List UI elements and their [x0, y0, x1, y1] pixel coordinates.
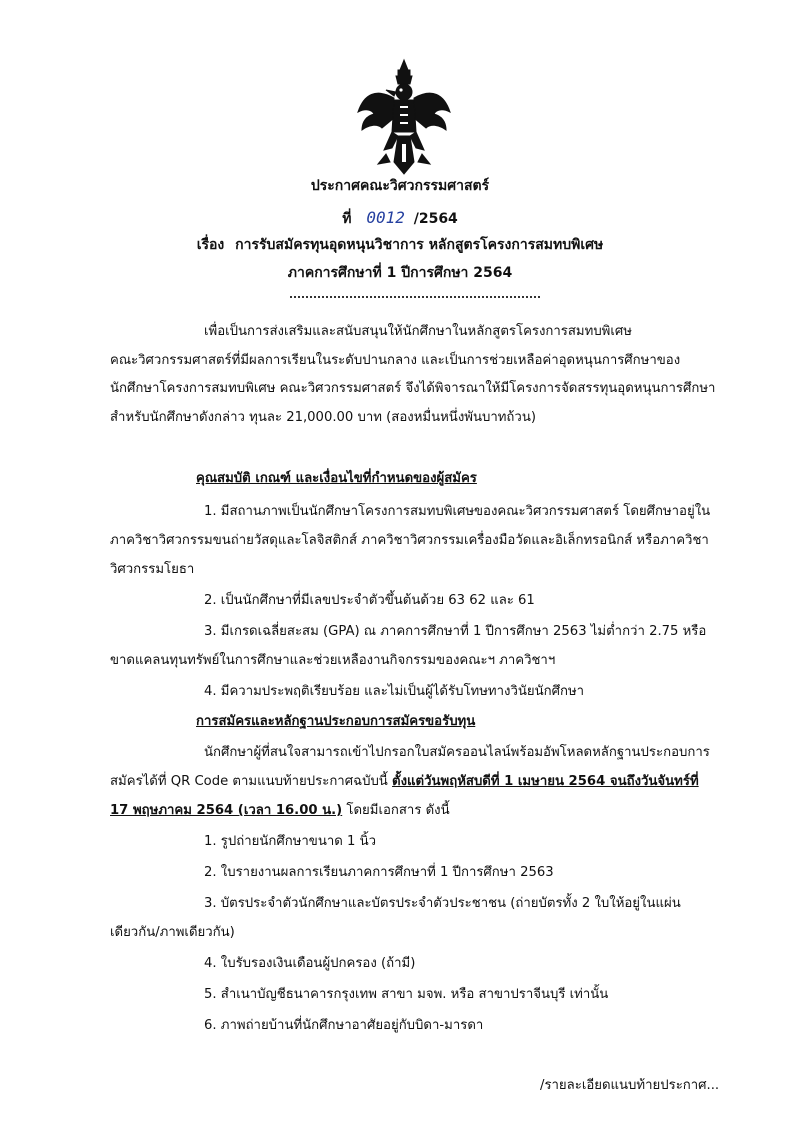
document-item: 3. บัตรประจำตัวนักศึกษาและบัตรประจำตัวประชาชน (ถ่ายบัตรทั้ง 2 ใบให้อยู่ในแผ่น — [204, 896, 681, 911]
intro-line: สำหรับนักศึกษาดังกล่าว ทุนละ 21,000.00 บาท (สองหมื่นหนึ่งพันบาทถ้วน) — [110, 409, 536, 425]
number-suffix: /2564 — [413, 211, 458, 227]
intro-line: นักศึกษาโครงการสมทบพิเศษ คณะวิศวกรรมศาสตร์ จึงได้พิจารณาให้มีโครงการจัดสรรทุนอุดหนุนการศึกษา — [110, 381, 716, 396]
intro-paragraph — [110, 318, 750, 432]
subject-text: การรับสมัครทุนอุดหนุนวิชาการ หลักสูตรโครงการสมทบพิเศษ — [235, 237, 604, 253]
intro-line: เพื่อเป็นการส่งเสริมและสนับสนุนให้นักศึกษาในหลักสูตรโครงการสมทบพิเศษ — [204, 324, 632, 339]
document-item: 6. ภาพถ่ายบ้านที่นักศึกษาอาศัยอยู่กับบิดา-มารดา — [204, 1018, 484, 1033]
document-item: 5. สำเนาบัญชีธนาคารกรุงเทพ สาขา มจพ. หรือ สาขาปราจีนบุรี เท่านั้น — [204, 987, 609, 1002]
document-item: 4. ใบรับรองเงินเดือนผู้ปกครอง (ถ้ามี) — [204, 956, 416, 971]
application-line: นักศึกษาผู้ที่สนใจสามารถเข้าไปกรอกใบสมัครออนไลน์พร้อมอัพโหลดหลักฐานประกอบการ — [204, 745, 710, 760]
number-prefix: ที่ — [342, 211, 352, 227]
qualifications-heading: คุณสมบัติ เกณฑ์ และเงื่อนไขที่กำหนดของผู้สมัคร — [196, 471, 477, 486]
application-line — [110, 770, 699, 791]
announcement-subject — [0, 237, 800, 254]
qualification-item: 2. เป็นนักศึกษาที่มีเลขประจำตัวขึ้นต้นด้วย 63 62 และ 61 — [204, 593, 535, 608]
application-heading: การสมัครและหลักฐานประกอบการสมัครขอรับทุน — [196, 714, 476, 729]
qualification-item: วิศวกรรมโยธา — [110, 562, 195, 577]
document-item: 1. รูปถ่ายนักศึกษาขนาด 1 นิ้ว — [204, 834, 376, 849]
announcement-number — [0, 208, 800, 228]
qualification-item: 4. มีความประพฤติเรียบร้อย และไม่เป็นผู้ได้รับโทษทางวินัยนักศึกษา — [204, 684, 585, 699]
dotted-divider — [290, 296, 540, 298]
application-text: โดยมีเอกสาร ดังนี้ — [346, 803, 450, 818]
intro-line: คณะวิศวกรรมศาสตร์ที่มีผลการเรียนในระดับปานกลาง และเป็นการช่วยเหลือค่าอุดหนุนการศึกษาของ — [110, 352, 681, 368]
subject-label: เรื่อง — [196, 237, 225, 253]
application-date-emphasis: ตั้งแต่วันพฤหัสบดีที่ 1 เมษายน 2564 จนถึงวันจันทร์ที่ — [392, 774, 699, 789]
qualification-item: ขาดแคลนทุนทรัพย์ในการศึกษาและช่วยเหลืองานกิจกรรมของคณะฯ ภาควิชาฯ — [110, 653, 556, 668]
qualification-item: ภาควิชาวิศวกรรมขนถ่ายวัสดุและโลจิสติกส์ ภาควิชาวิศวกรรมเครื่องมือวัดและอิเล็กทรอนิกส์ หรือภาควิชา — [110, 533, 709, 548]
document-item: เดียวกัน/ภาพเดียวกัน) — [110, 925, 235, 940]
qualification-item: 1. มีสถานภาพเป็นนักศึกษาโครงการสมทบพิเศษของคณะวิศวกรรมศาสตร์ โดยศึกษาอยู่ใน — [204, 504, 711, 519]
announcement-term: ภาคการศึกษาที่ 1 ปีการศึกษา 2564 — [287, 265, 513, 281]
application-line — [110, 799, 450, 820]
application-text: สมัครได้ที่ QR Code ตามแนบท้ายประกาศฉบับนี้ — [110, 774, 388, 789]
application-deadline-emphasis: 17 พฤษภาคม 2564 (เวลา 16.00 น.) — [110, 803, 343, 818]
qualification-item: 3. มีเกรดเฉลี่ยสะสม (GPA) ณ ภาคการศึกษาที่ 1 ปีการศึกษา 2563 ไม่ต่ำกว่า 2.75 หรือ — [204, 624, 707, 639]
garuda-emblem-icon — [356, 58, 452, 176]
document-item: 2. ใบรายงานผลการเรียนภาคการศึกษาที่ 1 ปีการศึกษา 2563 — [204, 865, 554, 880]
number-handwritten: 0012 — [366, 208, 405, 227]
announcement-title: ประกาศคณะวิศวกรรมศาสตร์ — [310, 178, 490, 194]
continuation-note: /รายละเอียดแนบท้ายประกาศ... — [540, 1078, 720, 1093]
